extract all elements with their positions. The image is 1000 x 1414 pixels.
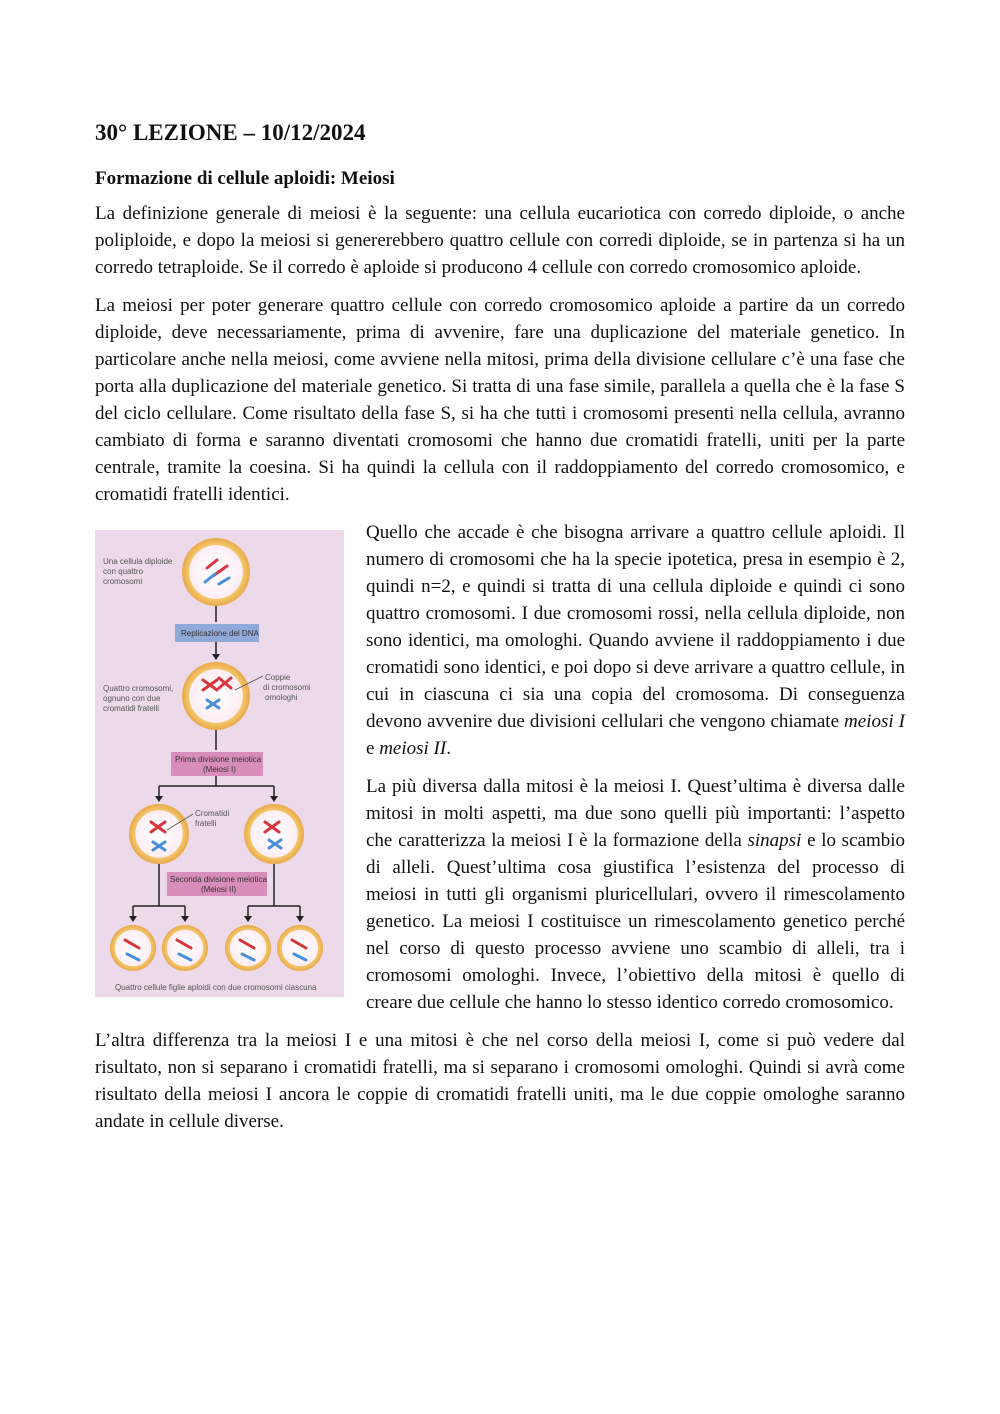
paragraph-definition: La definizione generale di meiosi è la seguente: una cellula eucariotica con corredo diploide, o anche poliploide, e dopo la meiosi si genererebbero quattro cellule con corredi diploide, se in partenza si ha un corredo tetraploide. Se il corredo è aploide si producono 4 cellule con corredo cromosomico aploide.	[95, 203, 905, 278]
document-page	[95, 118, 905, 1146]
label-diploid-1: Una cellula diploide	[103, 557, 173, 566]
p4-text-b: e lo scambio di alleli. Quest’ultima cosa giustifica l’esistenza del processo di meiosi in tutti gli organismi pluricellulari, ovvero il rimescolamento genetico. La meiosi I costituisce un rimescolamento genetico perché nel corso di questo processo avviene uno scambio di alleli, tra i cromosomi omologhi. Invece, l’obiettivo della mitosi è quello di creare due cellule che hanno lo stesso identico corredo cromosomico.	[366, 830, 905, 1013]
label-four-3: cromatidi fratelli	[103, 704, 160, 713]
box-meiosis-1-line1: Prima divisione meiotica	[175, 755, 262, 764]
p3-text-a: Quello che accade è che bisogna arrivare a quattro cellule aploidi. Il numero di cromosomi che ha la specie ipotetica, presa in esempio è 2, quindi n=2, e quindi si tratta di una cellula diploide e quindi ci sono quattro cromosomi. I due cromosomi rossi, nella cellula diploide, non sono identici, ma omologhi. Quando avviene il raddoppiamento i due cromatidi sono identici, e poi dopo si deve arrivare a quattro cellule, in cui in ciascuna ci sia una copia del cromosoma. Di conseguenza devono avvenire due divisioni cellulari che vengono chiamate	[366, 522, 905, 732]
haploid-cell-2	[162, 925, 208, 971]
p3-text-b: e	[366, 738, 380, 759]
label-diploid-3: cromosomi	[103, 577, 143, 586]
paragraph-difference: L’altra differenza tra la meiosi I e una mitosi è che nel corso della meiosi I, come si può vedere dal risultato, non si separano i cromatidi fratelli, ma si separano i cromosomi omologhi. Quindi si avrà come risultato della meiosi I ancora le coppie di cromatidi fratelli uniti, ma le due coppie omologhe saranno andate in cellule diverse.	[95, 1030, 905, 1132]
replicated-cell	[182, 662, 250, 730]
figure-caption: Quattro cellule figlie aploidi con due cromosomi ciascuna	[115, 983, 317, 992]
box-meiosis-2-line2: (Meiosi II)	[201, 885, 237, 894]
haploid-cell-4	[277, 925, 323, 971]
box-meiosis-2-line1: Seconda divisione meiotica	[170, 875, 267, 884]
section-heading: Formazione di cellule aploidi: Meiosi	[95, 168, 395, 189]
box-replication-label: Replicazione del DNA	[181, 629, 259, 638]
haploid-cell-1	[110, 925, 156, 971]
paragraph-duplication: La meiosi per poter generare quattro cellule con corredo cromosomico aploide a partire da un corredo diploide, deve necessariamente, prima di avvenire, fare una duplicazione del materiale genetico. In particolare anche nella meiosi, come avviene nella mitosi, prima della divisione cellulare c’è una fase che porta alla duplicazione del materiale genetico. Si tratta di una fase simile, parallela a quella che è la fase S del ciclo cellulare. Come risultato della fase S, si ha che tutti i cromosomi presenti nella cellula, avranno cambiato di forma e saranno diventati cromosomi che hanno due cromatidi fratelli, uniti per la parte centrale, tramite la coesina. Si ha quindi la cellula con il raddoppiamento del corredo cromosomico, e cromatidi fratelli identici.	[95, 295, 905, 505]
meiosis-diagram	[95, 530, 344, 997]
term-meiosis-2: meiosi II	[379, 738, 447, 759]
term-meiosis-1: meiosi I	[844, 711, 905, 732]
label-four-2: ognuno con due	[103, 694, 161, 703]
label-diploid-2: con quattro	[103, 567, 144, 576]
meiosis1-cell-left	[129, 804, 189, 864]
lesson-title: 30° LEZIONE – 10/12/2024	[95, 120, 366, 145]
haploid-cell-3	[225, 925, 271, 971]
label-four-1: Quattro cromosomi,	[103, 684, 174, 693]
label-pairs-1: Coppie	[265, 673, 291, 682]
box-meiosis-1-line2: (Meiosi I)	[203, 765, 236, 774]
label-pairs-3: omologhi	[265, 693, 298, 702]
meiosis1-cell-right	[244, 804, 304, 864]
label-sister-2: fratelli	[195, 819, 217, 828]
label-sister-1: Cromatidi	[195, 809, 230, 818]
meiosis-diagram-svg	[95, 530, 344, 997]
p4-text-a: La più diversa dalla mitosi è la meiosi I. Quest’ultima è diversa dalle mitosi in molti aspetti, ma due sono quelli più importanti: l’aspetto che caratterizza la meiosi I è la formazione della	[366, 776, 905, 851]
p3-text-c: .	[446, 738, 451, 759]
diploid-cell	[182, 538, 250, 606]
term-sinapsi: sinapsi	[747, 830, 802, 851]
label-pairs-2: di cromosomi	[263, 683, 311, 692]
